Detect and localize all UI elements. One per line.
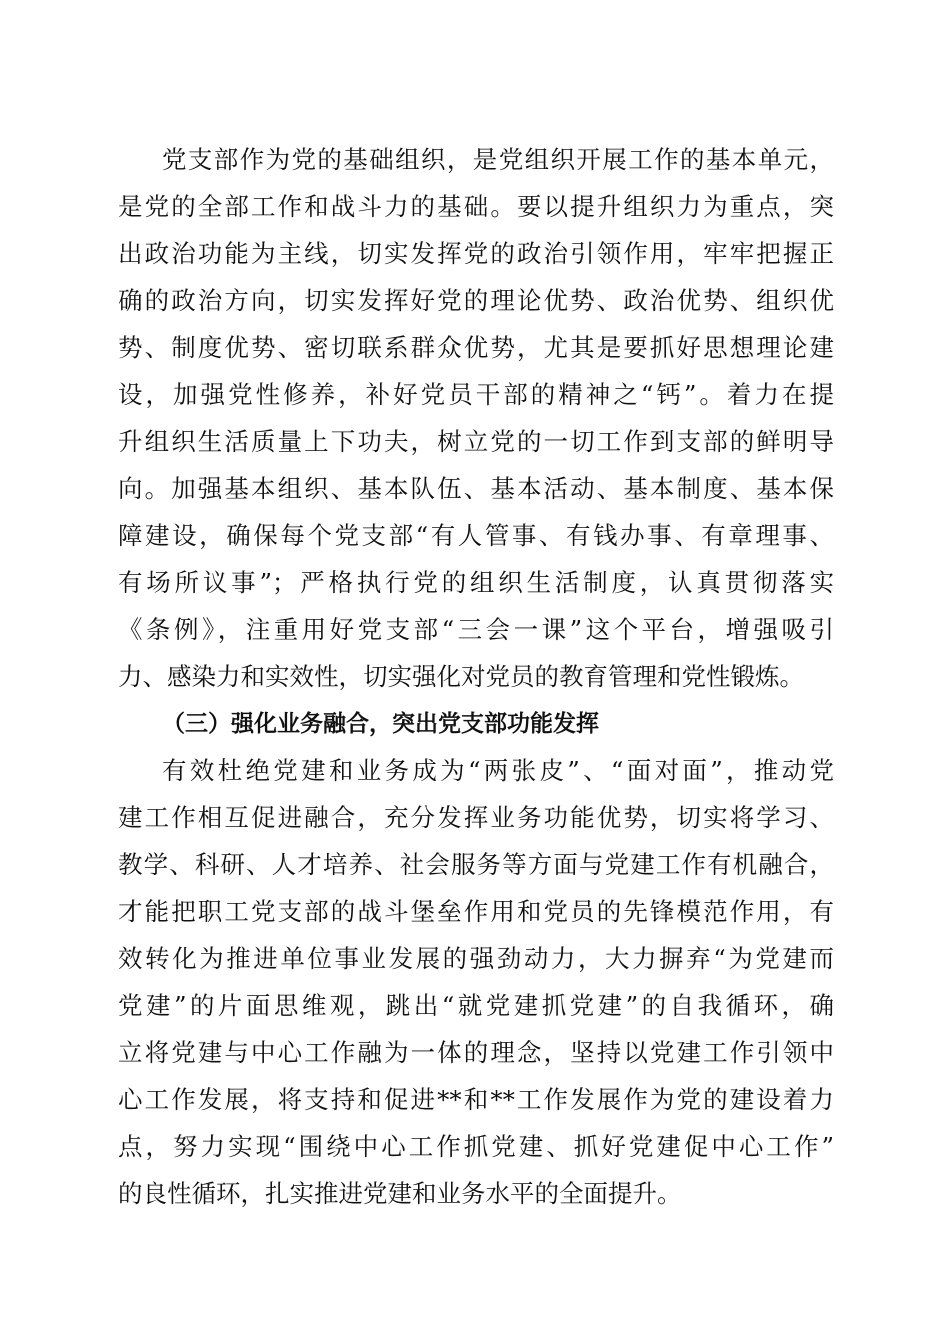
section-heading: （三）强化业务融合，突出党支部功能发挥 <box>162 711 599 737</box>
paragraph-line: 建工作相互促进融合，充分发挥业务功能优势，切实将学习、 <box>118 803 834 832</box>
paragraph-line: 有效杜绝党建和业务成为“两张皮”、“面对面”，推动党 <box>162 756 834 785</box>
paragraph-line: 心工作发展，将支持和促进**和**工作发展作为党的建设着力 <box>118 1085 834 1114</box>
paragraph-line: 是党的全部工作和战斗力的基础。要以提升组织力为重点，突 <box>118 192 834 221</box>
paragraph-line: 确的政治方向，切实发挥好党的理论优势、政治优势、组织优 <box>118 286 834 315</box>
paragraph-line: 才能把职工党支部的战斗堡垒作用和党员的先锋模范作用，有 <box>118 897 834 926</box>
paragraph-line: 力、感染力和实效性，切实强化对党员的教育管理和党性锻炼。 <box>118 662 804 691</box>
paragraph-line: 《条例》，注重用好党支部“三会一课”这个平台，增强吸引 <box>118 615 834 644</box>
paragraph-line: 教学、科研、人才培养、社会服务等方面与党建工作有机融合， <box>118 850 834 879</box>
paragraph-line: 的良性循环，扎实推进党建和业务水平的全面提升。 <box>118 1179 682 1208</box>
paragraph-line: 立将党建与中心工作融为一体的理念，坚持以党建工作引领中 <box>118 1038 834 1067</box>
paragraph-line: 向。加强基本组织、基本队伍、基本活动、基本制度、基本保 <box>118 474 834 503</box>
paragraph-line: 升组织生活质量上下功夫，树立党的一切工作到支部的鲜明导 <box>118 427 834 456</box>
paragraph-line: 党建”的片面思维观，跳出“就党建抓党建”的自我循环，确 <box>118 991 834 1020</box>
paragraph-line: 设，加强党性修养，补好党员干部的精神之“钙”。着力在提 <box>118 380 834 409</box>
paragraph-line: 点，努力实现“围绕中心工作抓党建、抓好党建促中心工作” <box>118 1132 834 1161</box>
paragraph-line: 障建设，确保每个党支部“有人管事、有钱办事、有章理事、 <box>118 521 834 550</box>
paragraph-line: 党支部作为党的基础组织，是党组织开展工作的基本单元， <box>162 145 834 174</box>
paragraph-line: 效转化为推进单位事业发展的强劲动力，大力摒弃“为党建而 <box>118 944 834 973</box>
paragraph-line: 有场所议事”；严格执行党的组织生活制度，认真贯彻落实 <box>118 568 834 597</box>
paragraph-line: 出政治功能为主线，切实发挥党的政治引领作用，牢牢把握正 <box>118 239 834 268</box>
paragraph-line: 势、制度优势、密切联系群众优势，尤其是要抓好思想理论建 <box>118 333 834 362</box>
